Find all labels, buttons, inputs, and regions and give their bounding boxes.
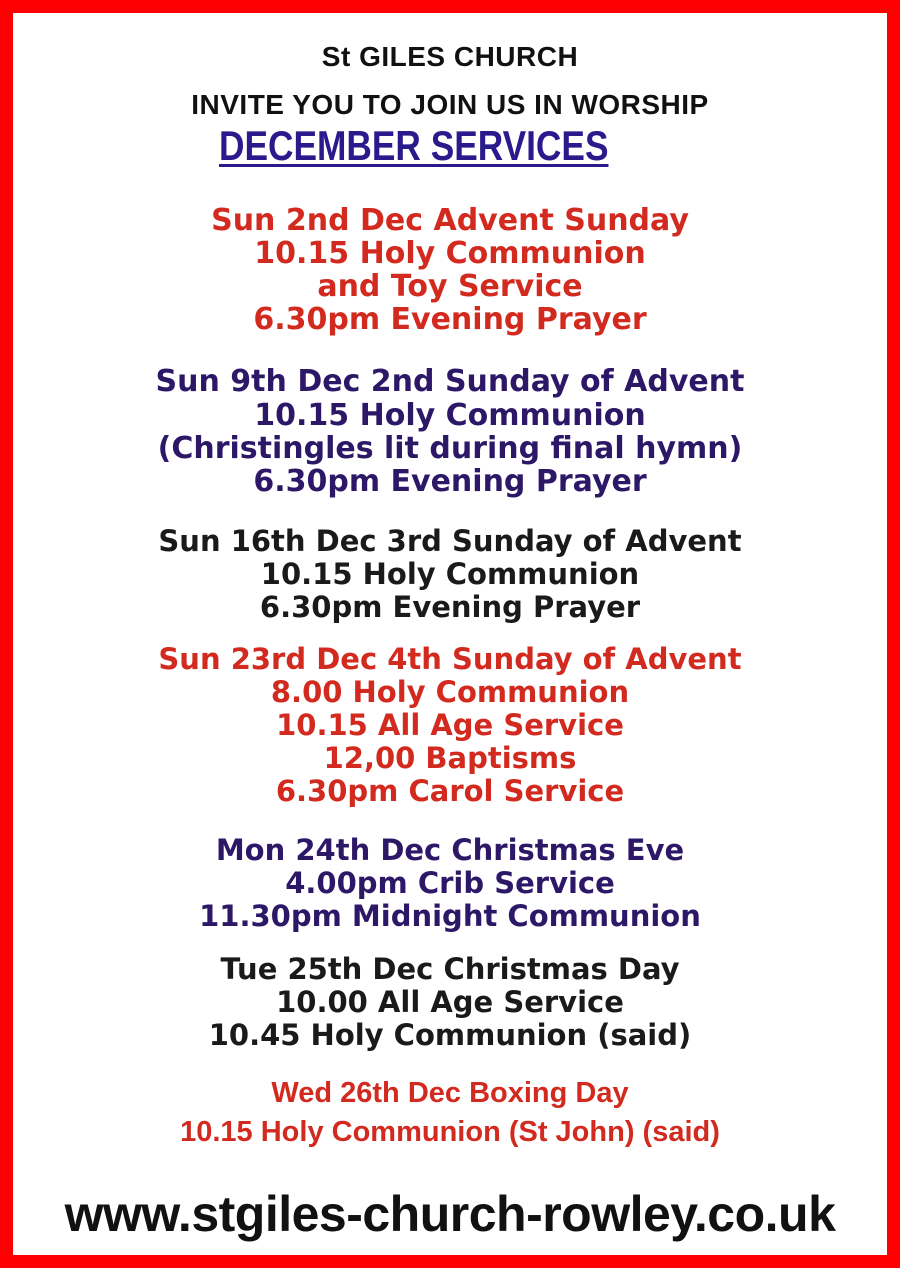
website-url: www.stgiles-church-rowley.co.uk xyxy=(64,1186,836,1242)
service-line: 10.15 All Age Service xyxy=(276,708,624,742)
service-line: 6.30pm Carol Service xyxy=(275,774,625,808)
service-line: 10.15 Holy Communion xyxy=(254,236,646,271)
month-title: DECEMBER SERVICES xyxy=(219,122,609,169)
service-line: 4.00pm Crib Service xyxy=(285,866,615,900)
service-line: (Christingles lit during final hymn) xyxy=(157,431,743,466)
service-line: 8.00 Holy Communion xyxy=(270,675,630,709)
service-line: 6.30pm Evening Prayer xyxy=(259,590,641,624)
invitation-line: INVITE YOU TO JOIN US IN WORSHIP xyxy=(191,89,709,120)
service-line: 12,00 Baptisms xyxy=(323,741,577,775)
church-name: St GILES CHURCH xyxy=(321,41,579,72)
service-line: and Toy Service xyxy=(317,269,583,304)
service-day-heading: Mon 24th Dec Christmas Eve xyxy=(215,833,685,867)
service-day-heading: Wed 26th Dec Boxing Day xyxy=(271,1077,629,1109)
service-day-heading: Sun 23rd Dec 4th Sunday of Advent xyxy=(158,642,742,676)
service-line: 10.00 All Age Service xyxy=(276,985,624,1019)
service-day-heading: Tue 25th Dec Christmas Day xyxy=(220,952,680,986)
service-line: 6.30pm Evening Prayer xyxy=(253,302,647,337)
service-day-heading: Sun 2nd Dec Advent Sunday xyxy=(211,203,689,238)
service-day-heading: Sun 16th Dec 3rd Sunday of Advent xyxy=(158,524,742,558)
service-line: 10.15 Holy Communion xyxy=(254,398,646,433)
service-line: 6.30pm Evening Prayer xyxy=(253,464,647,499)
service-line: 10.15 Holy Communion (St John) (said) xyxy=(180,1116,720,1148)
service-day-heading: Sun 9th Dec 2nd Sunday of Advent xyxy=(155,364,745,399)
service-line: 11.30pm Midnight Communion xyxy=(199,899,701,933)
service-line: 10.15 Holy Communion xyxy=(260,557,640,591)
service-line: 10.45 Holy Communion (said) xyxy=(208,1018,692,1052)
